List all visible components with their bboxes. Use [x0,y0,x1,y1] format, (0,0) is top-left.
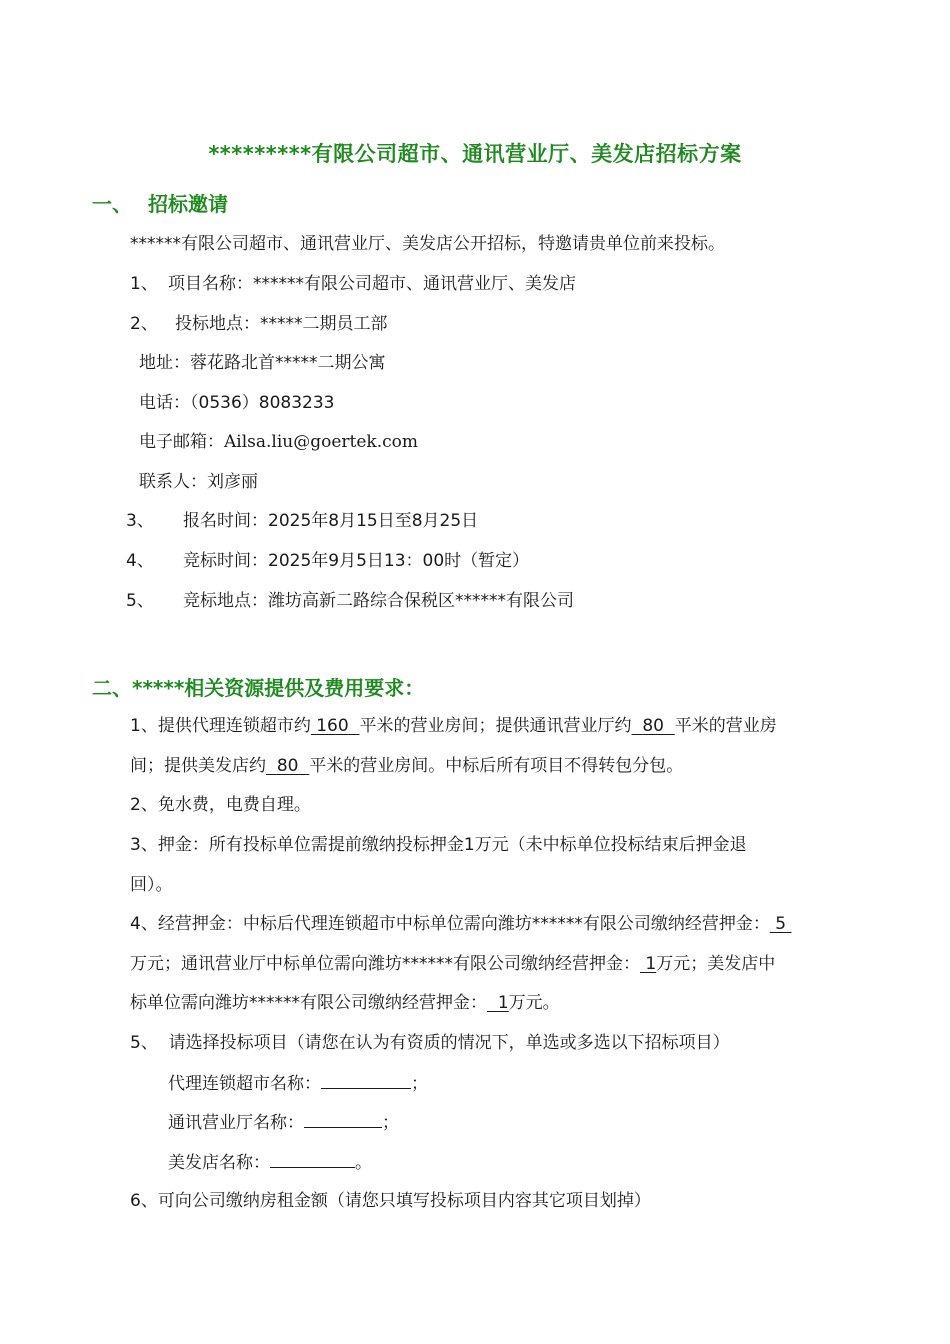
document-title: *********有限公司超市、通讯营业厅、美发店招标方案 [208,142,742,166]
requirement-6: 6、可向公司缴纳房租金额（请您只填写投标项目内容其它项目划掉） [130,1191,651,1211]
telecom-deposit: 1 [645,954,657,974]
section-1-heading [92,188,228,217]
supermarket-deposit: 5 [775,914,787,934]
section-1-number: 一、 [92,192,132,216]
requirement-1-line-1: 1、提供代理连锁超市约 160 平米的营业房间；提供通讯营业厅约 80 平米的营业房 [130,716,777,736]
telecom-name-blank[interactable] [304,1111,382,1128]
salon-name-blank[interactable] [270,1151,355,1168]
item-registration-time: 3、 报名时间：2025年8月15日至8月25日 [126,511,479,531]
email-line: 电子邮箱：Ailsa.liu@goertek.com [139,432,419,452]
requirement-4-line-1: 4、经营押金：中标后代理连锁超市中标单位需向潍坊******有限公司缴纳经营押金： 5 [130,913,791,935]
invitation-intro: ******有限公司超市、通讯营业厅、美发店公开招标，特邀请贵单位前来投标。 [130,234,725,254]
field-telecom-name: 通讯营业厅名称： ； [168,1113,399,1133]
requirement-1-line-2: 间；提供美发店约 80 平米的营业房间。中标后所有项目不得转包分包。 [130,756,684,776]
item-project-name: 1、 项目名称：******有限公司超市、通讯营业厅、美发店 [130,274,576,294]
requirement-3-line-1: 3、押金：所有投标单位需提前缴纳投标押金1万元（未中标单位投标结束后押金退 [130,835,747,855]
requirement-2: 2、免水费，电费自理。 [130,795,311,815]
requirement-4-line-2: 万元；通讯营业厅中标单位需向潍坊******有限公司缴纳经营押金： 1万元；美发店中 [130,954,776,974]
supermarket-name-blank[interactable] [321,1072,411,1089]
salon-area: 80 [276,756,299,776]
item-bid-location: 2、 投标地点：*****二期员工部 [130,314,388,334]
phone-line: 电话：（0536）8083233 [139,393,335,413]
telecom-area: 80 [642,716,664,736]
address-line: 地址：蓉花路北首*****二期公寓 [139,353,386,373]
field-supermarket-name: 代理连锁超市名称： ； [168,1074,428,1094]
requirement-3-line-2: 回）。 [130,875,173,895]
supermarket-area: 160 [316,716,349,736]
section-1-title: 招标邀请 [148,192,228,216]
requirement-4-line-3: 标单位需向潍坊******有限公司缴纳经营押金： 1万元。 [130,993,560,1013]
email-address[interactable]: Ailsa.liu@goertek.com [224,432,419,452]
section-2-heading: 二、*****相关资源提供及费用要求： [92,676,425,700]
phone-number: （0536）8083233 [190,393,335,413]
salon-deposit: 1 [497,993,509,1013]
requirement-5: 5、 请选择投标项目（请您在认为有资质的情况下，单选或多选以下招标项目） [130,1033,730,1053]
item-bidding-location: 5、 竞标地点：潍坊高新二路综合保税区******有限公司 [126,591,574,611]
contact-line: 联系人：刘彦丽 [139,472,258,492]
item-bidding-time: 4、 竞标时间：2025年9月5日13：00时（暂定） [126,551,530,571]
field-salon-name: 美发店名称： 。 [168,1153,372,1173]
